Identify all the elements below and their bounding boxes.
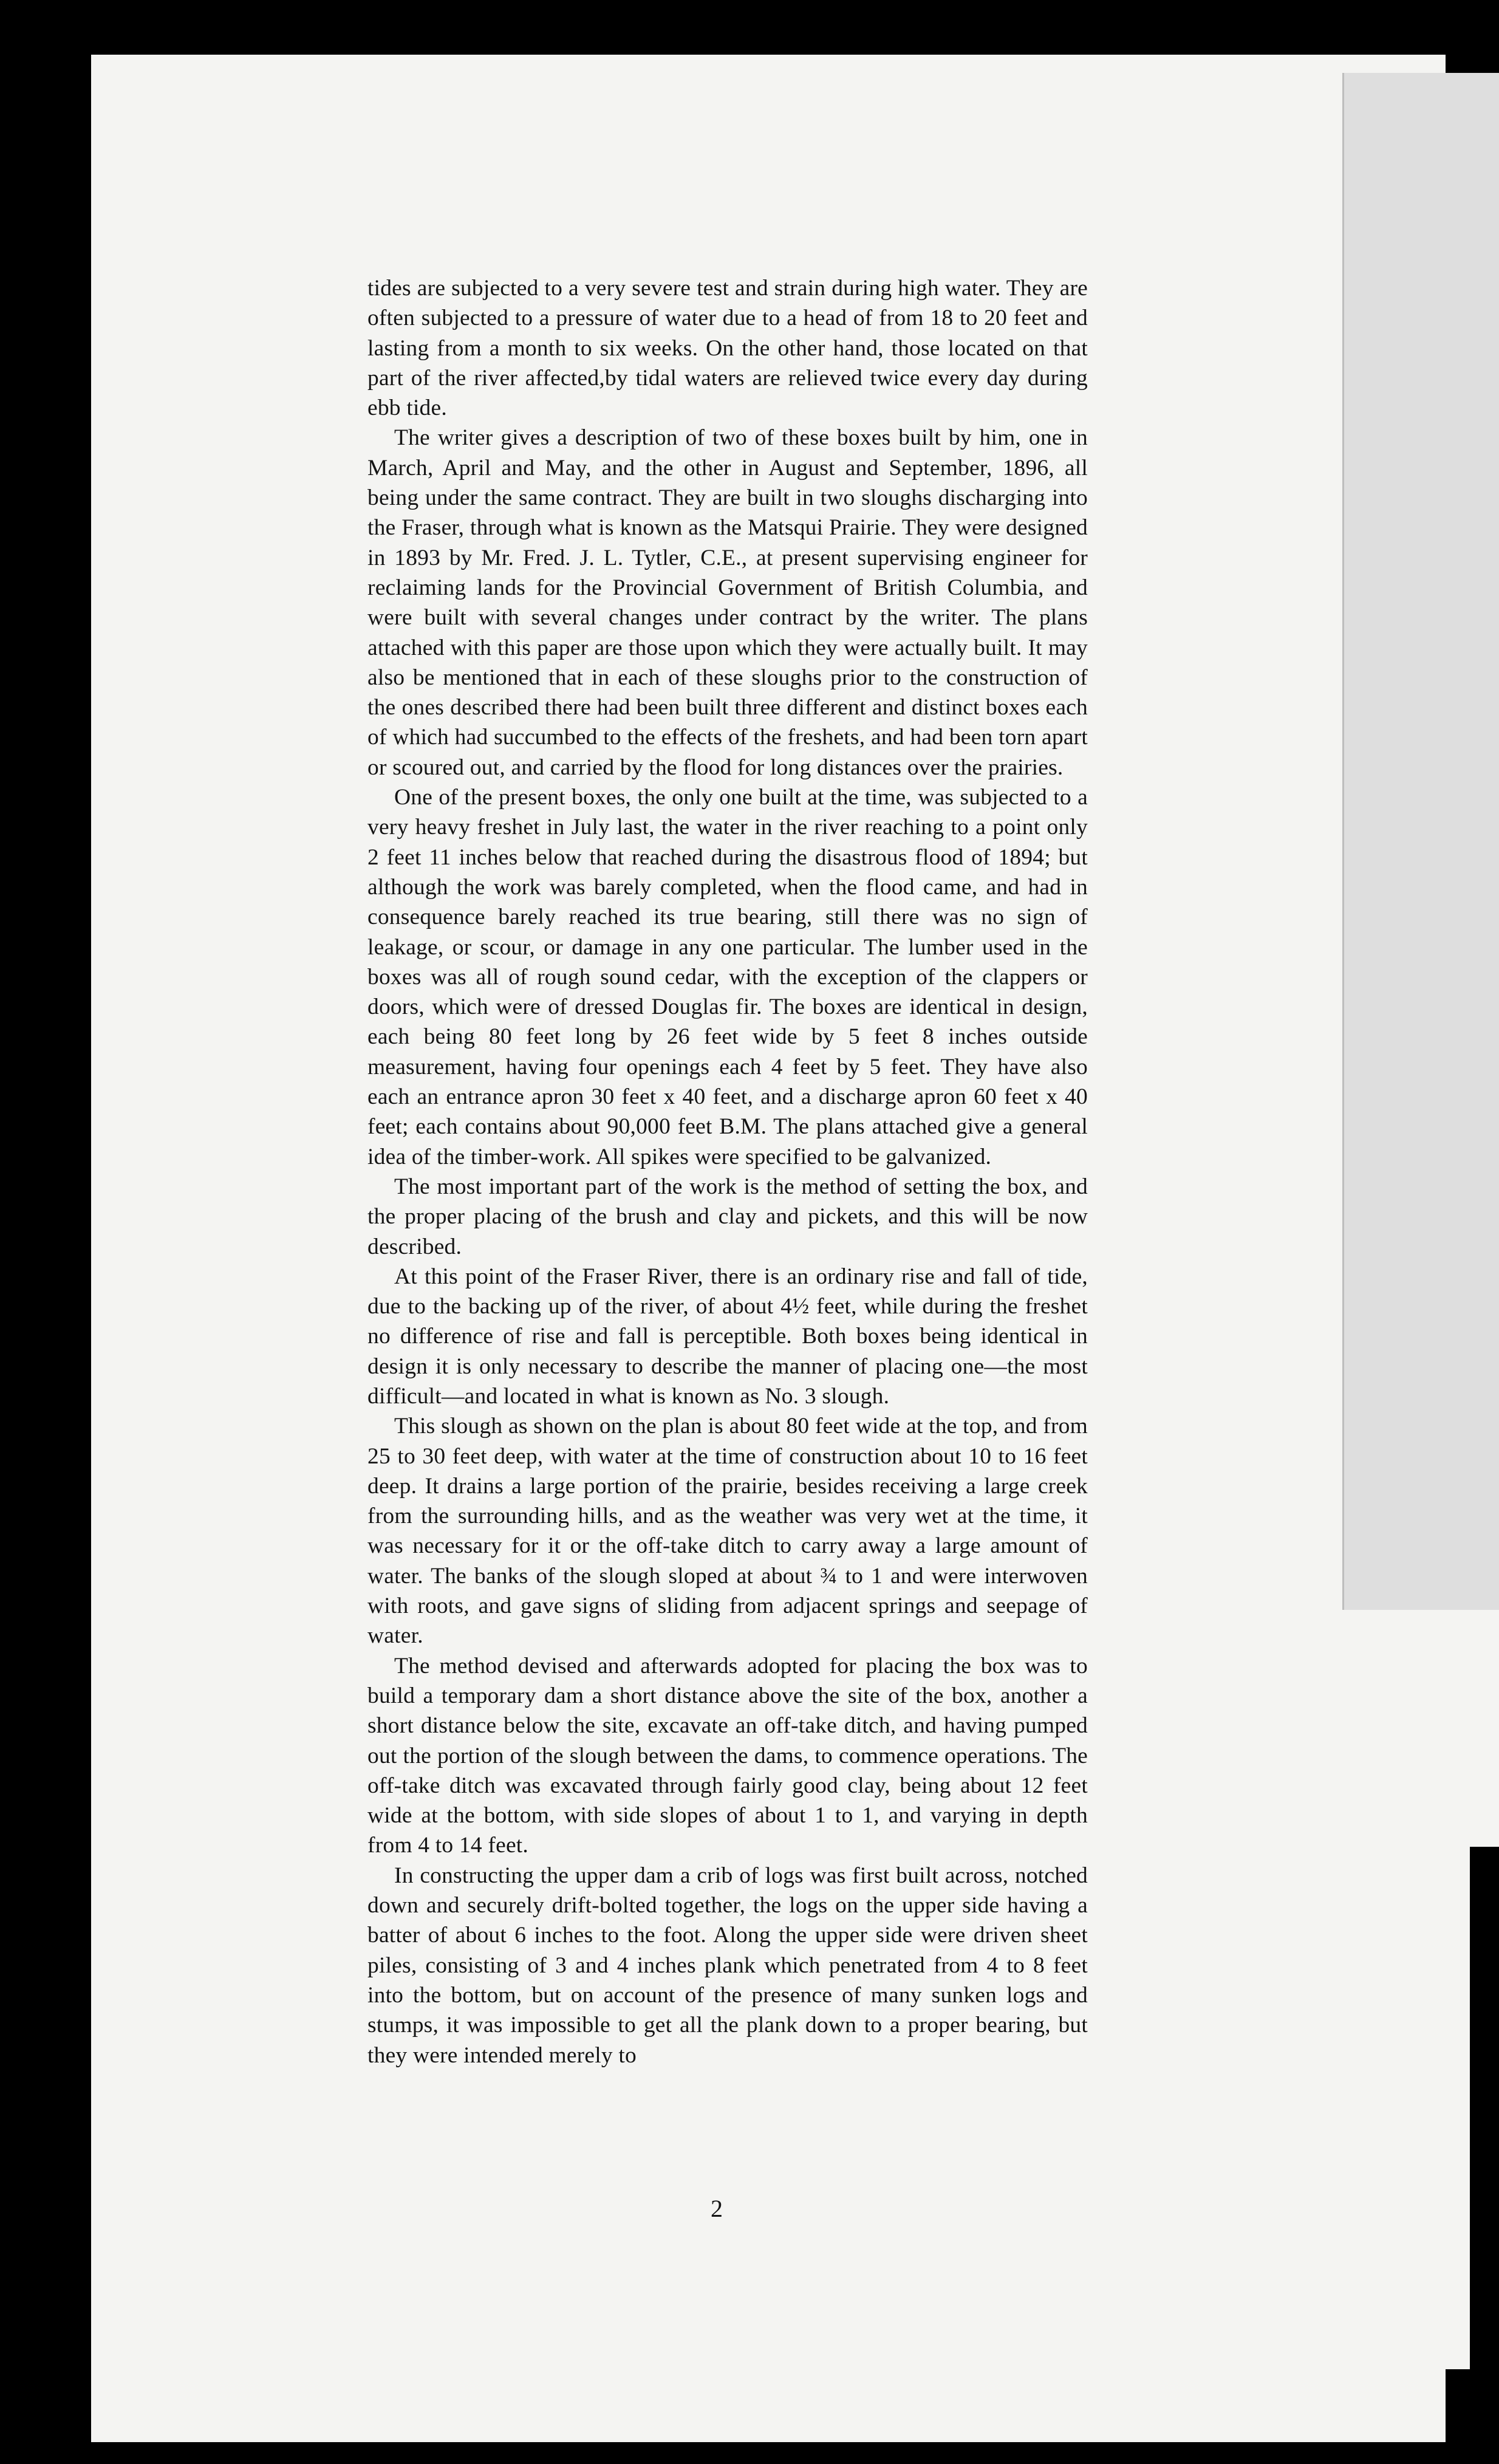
paragraph: The most important part of the work is the method of setting the box, and the proper placing of the brush and clay and pickets, and this will be now described. <box>367 1174 1088 1259</box>
paragraph: One of the present boxes, the only one built at the time, was subjected to a very heavy freshet in July last, the water in the river reaching to a point only 2 feet 11 inches below that reached during the disastrous flood of 1894; but although the work was barely completed, when the flood came, and had in consequence barely reached its true bearing, still there was no sign of leakage, or scour, or damage in any one particular. The lumber used in the boxes was all of rough sound cedar, with the exception of the clappers or doors, which were of dressed Douglas fir. The boxes are identical in design, each being 80 feet long by 26 feet wide by 5 feet 8 inches outside measurement, having four openings each 4 feet by 5 feet. They have also each an entrance apron 30 feet x 40 feet, and a discharge apron 60 feet x 40 feet; each contains about 90,000 feet B.M. The plans attached give a general idea of the timber-work. All spikes were specified to be galvanized. <box>367 785 1088 1169</box>
paragraph: At this point of the Fraser River, there is an ordinary rise and fall of tide, due to the backing up of the river, of about 4½ feet, while during the freshet no difference of rise and fall is perceptible. Both boxes being identical in design it is only necessary to describe the manner of placing one—the most difficult—and located in what is known as No. 3 slough. <box>367 1264 1088 1409</box>
scan-border <box>1470 1847 1499 2464</box>
paragraph: In constructing the upper dam a crib of logs was first built across, notched down and securely drift-bolted together, the logs on the upper side having a batter of about 6 inches to the foot. Along the upper side were driven sheet piles, consisting of 3 and 4 inches plank which penetrated from 4 to 8 feet into the bottom, but on account of the presence of many sunken logs and stumps, it was impossible to get all the plank down to a proper bearing, but they were intended merely to <box>367 1863 1088 2068</box>
paragraph: The method devised and afterwards adopted for placing the box was to build a temporary dam a short distance above the site of the box, another a short distance below the site, excavate an off-take ditch, and having pumped out the portion of the slough between the dams, to commence operations. The off-take ditch was excavated through fairly good clay, being about 12 feet wide at the bottom, with side slopes of about 1 to 1, and varying in depth from 4 to 14 feet. <box>367 1653 1088 1858</box>
page-number: 2 <box>711 2195 723 2222</box>
body-text <box>367 273 1088 2070</box>
paragraph: The writer gives a description of two of these boxes built by him, one in March, April and May, and the other in August and September, 1896, all being under the same contract. They are built in two sloughs discharging into the Fraser, through what is known as the Matsqui Prairie. They were designed in 1893 by Mr. Fred. J. L. Tytler, C.E., at present supervising engineer for reclaiming lands for the Provincial Government of British Columbia, and were built with several changes under contract by the writer. The plans attached with this paper are those upon which they were actually built. It may also be mentioned that in each of these sloughs prior to the construction of the ones described there had been built three different and distinct boxes each of which had succumbed to the effects of the freshets, and had been torn apart or scoured out, and carried by the flood for long distances over the prairies. <box>367 425 1088 780</box>
scan-artifact <box>49 965 58 975</box>
paragraph: This slough as shown on the plan is about 80 feet wide at the top, and from 25 to 30 feet deep, with water at the time of construction about 10 to 16 feet deep. It drains a large portion of the prairie, besides receiving a large creek from the surrounding hills, and as the weather was very wet at the time, it was necessary for it or the off-take ditch to carry away a large amount of water. The banks of the slough sloped at about ¾ to 1 and were interwoven with roots, and gave signs of sliding from adjacent springs and seepage of water. <box>367 1414 1088 1649</box>
paragraph: tides are subjected to a very severe test and strain during high water. They are often subjected to a pressure of water due to a head of from 18 to 20 feet and lasting from a month to six weeks. On the other hand, those located on that part of the river affected,by tidal waters are relieved twice every day during ebb tide. <box>367 276 1088 421</box>
adjacent-page-edge <box>1342 73 1499 1610</box>
